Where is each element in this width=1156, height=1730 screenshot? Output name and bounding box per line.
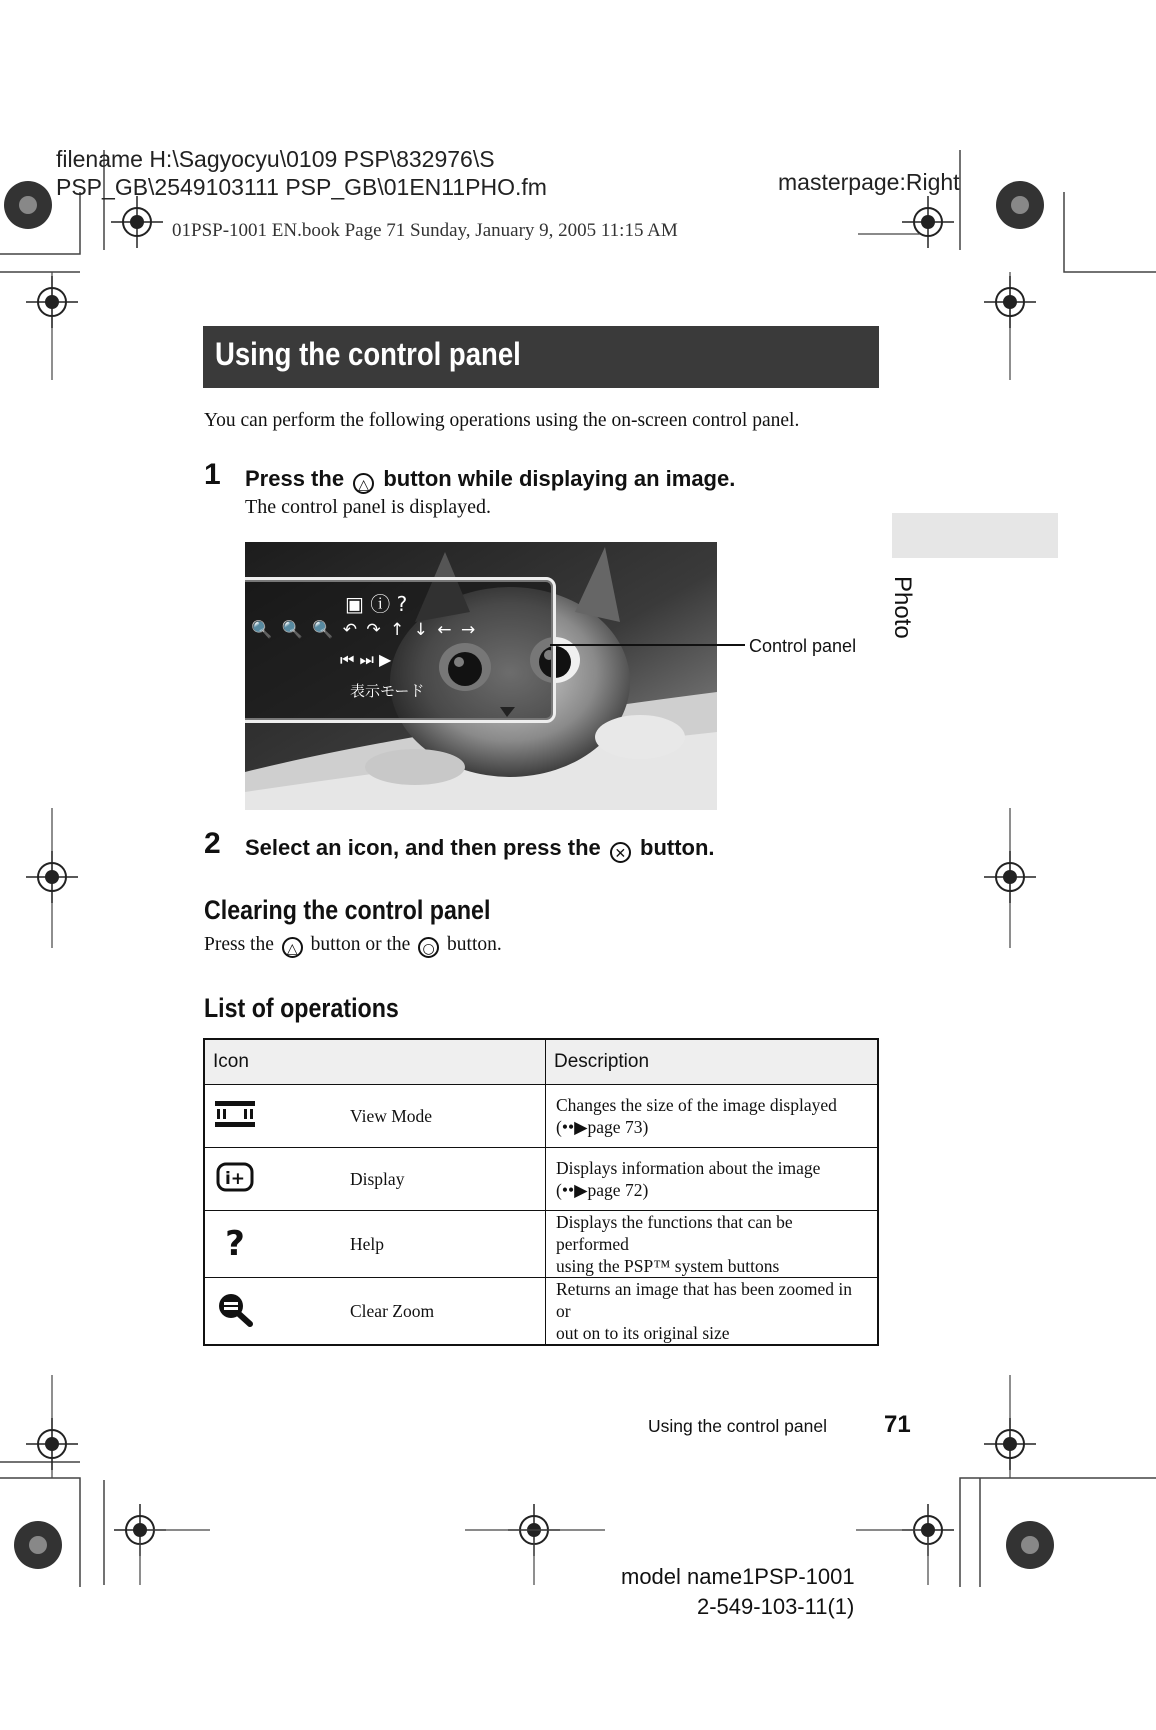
step-1-title-text-2: button while displaying an image. [383, 466, 736, 491]
operations-heading: List of operations [204, 993, 399, 1023]
clear-zoom-icon [205, 1291, 265, 1332]
column-header-icon: Icon [204, 1039, 546, 1085]
step-2-title [245, 835, 715, 863]
step-1-title-text: Press the [245, 466, 345, 491]
table-row [204, 1211, 878, 1278]
step-1-title [245, 466, 735, 494]
panel-row-2: 🔍 🔍 🔍 ↶ ↷ ↑ ↓ ← → [251, 620, 478, 640]
step-2-number: 2 [204, 827, 221, 860]
column-header-description: Description [546, 1039, 879, 1085]
op-name: Display [350, 1168, 405, 1189]
op-description-line-2: out on to its original size [556, 1323, 730, 1343]
step-1-number: 1 [204, 458, 221, 491]
masterpage-label: masterpage:Right [778, 169, 960, 195]
table-row [204, 1085, 878, 1148]
control-panel-overlay [245, 577, 556, 723]
panel-row-3: ⏮ ⏭ ▶ [340, 650, 392, 669]
triangle-button-icon: △ [353, 473, 374, 494]
panel-row-4: 表示モード [350, 682, 425, 700]
side-tab-label: Photo [889, 576, 916, 639]
filename-line-2: PSP_GB\2549103111 PSP_GB\01EN11PHO.fm [56, 174, 547, 200]
op-description-line-1: Changes the size of the image displayed [556, 1095, 837, 1115]
op-description-line-1: Displays information about the image [556, 1158, 821, 1178]
clearing-heading: Clearing the control panel [204, 895, 491, 925]
clearing-text [204, 934, 502, 958]
operations-table [203, 1038, 879, 1346]
running-title: Using the control panel [648, 1416, 827, 1436]
intro-text: You can perform the following operations using the on-screen control panel. [204, 410, 800, 431]
op-description-line-1: Returns an image that has been zoomed in or [556, 1279, 852, 1321]
step-2-title-text: Select an icon, and then press the [245, 835, 601, 860]
clearing-text-2: button or the [310, 934, 411, 955]
view-mode-icon [205, 1099, 265, 1134]
side-tab [892, 513, 1058, 558]
page-number: 71 [884, 1411, 911, 1438]
table-row [204, 1278, 878, 1346]
clearing-text-1: Press the [204, 934, 274, 955]
step-1-subtitle: The control panel is displayed. [245, 496, 492, 518]
op-name: Clear Zoom [350, 1300, 435, 1321]
triangle-button-icon: △ [282, 937, 303, 958]
svg-text:i+: i+ [224, 1168, 246, 1189]
op-description-line-2: (••▶page 73) [556, 1117, 649, 1137]
op-name: View Mode [350, 1105, 433, 1126]
table-header-row [204, 1039, 878, 1085]
panel-row-1: ▣ ⓘ ? [345, 592, 408, 616]
op-description-line-2: (••▶page 72) [556, 1180, 649, 1200]
model-number-line: 2-549-103-11(1) [697, 1594, 855, 1619]
filename-line-1: filename H:\Sagyocyu\0109 PSP\832976\S [56, 146, 495, 172]
clearing-text-3: button. [447, 934, 502, 955]
book-info-line: 01PSP-1001 EN.book Page 71 Sunday, January 9, 2005 11:15 AM [172, 220, 678, 241]
op-description-line-1: Displays the functions that can be performed [556, 1212, 793, 1254]
circle-button-icon: ○ [418, 937, 439, 958]
svg-text:?: ? [225, 1223, 245, 1260]
callout-line [550, 640, 750, 650]
op-name: Help [350, 1233, 385, 1254]
table-row [204, 1148, 878, 1211]
screenshot-figure [245, 542, 717, 810]
section-title: Using the control panel [215, 336, 521, 372]
section-title-bar [203, 326, 879, 388]
cross-button-icon: ✕ [610, 842, 631, 863]
help-icon [205, 1224, 265, 1265]
op-description-line-2: using the PSP™ system buttons [556, 1256, 780, 1276]
display-info-icon [205, 1161, 265, 1198]
callout-label: Control panel [749, 636, 857, 656]
step-2-title-text-2: button. [640, 835, 715, 860]
model-name-line: model name1PSP-1001 [621, 1564, 855, 1589]
